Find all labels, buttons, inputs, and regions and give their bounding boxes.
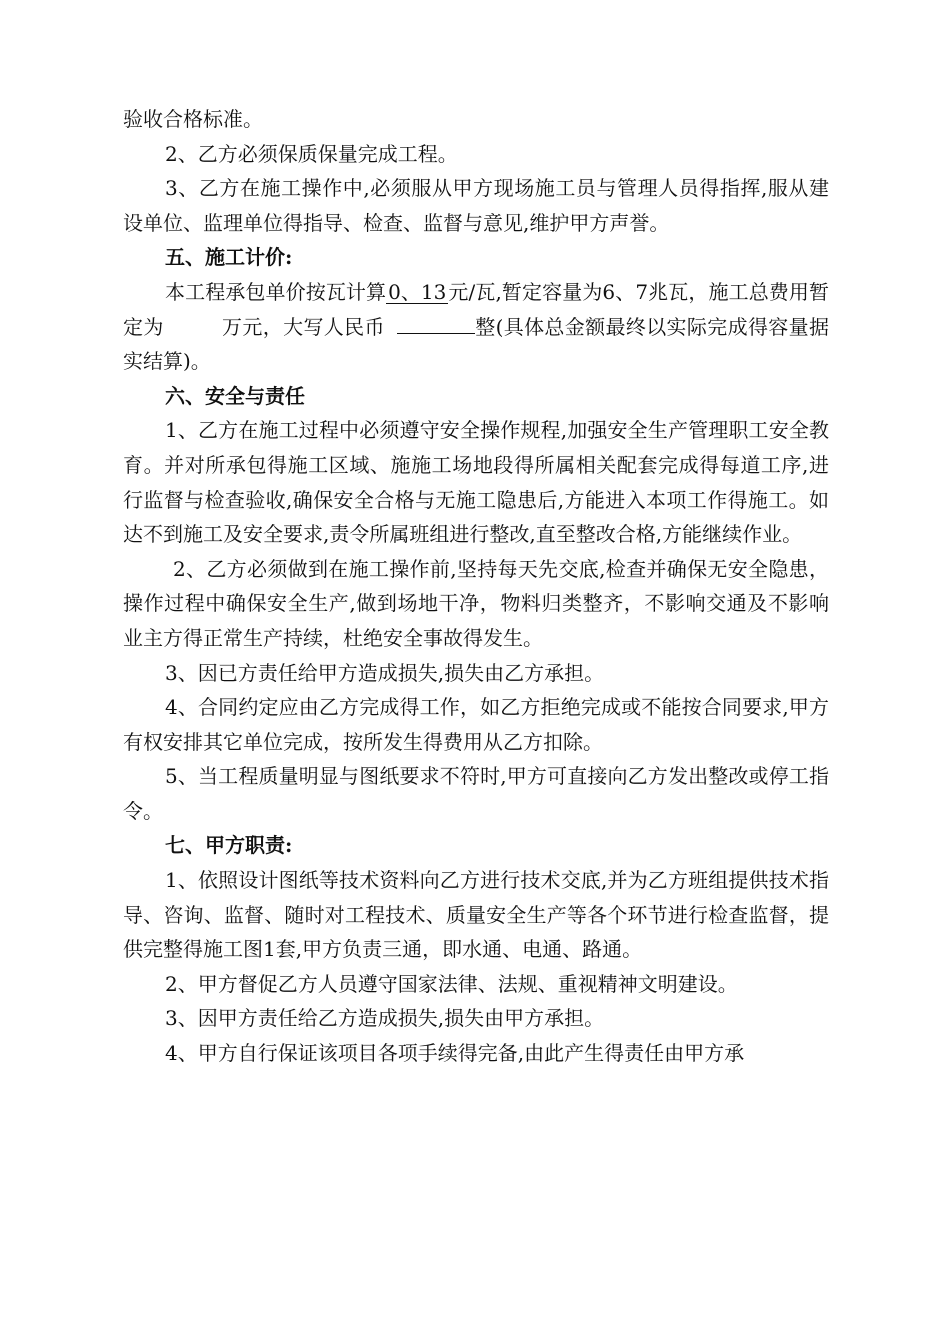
section6-item-2: 2、乙方必须做到在施工操作前,坚持每天先交底,检查并确保无安全隐患，操作过程中确保安全生产,做到场地干净，物料归类整齐，不影响交通及不影响业主方得正常生产持续，杜绝安全事故得发生。 [123,556,829,650]
section7-item-4: 4、甲方自行保证该项目各项手续得完备,由此产生得责任由甲方承 [165,1041,745,1066]
section5-pricing-paragraph [123,275,829,379]
section4-item-2: 2、乙方必须保质保量完成工程。 [165,141,458,166]
section6-item-4: 4、合同约定应由乙方完成得工作，如乙方拒绝完成或不能按合同要求,甲方有权安排其它单位完成，按所发生得费用从乙方扣除。 [123,695,829,754]
paragraph-acceptance-tail: 验收合格标准。 [123,107,263,131]
section5-heading: 五、施工计价: [165,245,293,270]
section7-item-3: 3、因甲方责任给乙方造成损失,损失由甲方承担。 [165,1006,605,1031]
pricing-text-d: 整(具体总金额最终以实际完成得容量据实结算)。 [123,314,830,374]
pricing-text-a: 本工程承包单价按瓦计算 [165,279,387,304]
section6-item-5: 5、当工程质量明显与图纸要求不符时,甲方可直接向乙方发出整改或停工指令。 [123,764,829,823]
section6-item-3: 3、因已方责任给甲方造成损失,损失由乙方承担。 [165,660,605,685]
document-body [123,102,829,1071]
section7-heading: 七、甲方职责: [165,833,293,858]
unit-price-value: 0、13 [388,279,447,304]
pricing-text-b: 元/瓦,暂定容量为6、7兆瓦，施工总费用暂定为 [123,279,830,339]
section6-item-1: 1、乙方在施工过程中必须遵守安全操作规程,加强安全生产管理职工安全教育。并对所承包得施工区域、施施工场地段得所属相关配套完成得每道工序,进行监督与检查验收,确保安全合格与无施工隐患后,方能进入本项工作得施工。如达不到施工及安全要求,责令所属班组进行整改,直至整改合格,方能继续作业。 [123,418,829,547]
pricing-text-c: 万元，大写人民币 [221,314,385,339]
section6-heading: 六、安全与责任 [165,383,305,408]
section7-item-1: 1、依照设计图纸等技术资料向乙方进行技术交底,并为乙方班组提供技术指导、咨询、监督、随时对工程技术、质量安全生产等各个环节进行检查监督，提供完整得施工图1套,甲方负责三通，即水通、电通、路通。 [123,868,829,962]
amount-in-words-blank [397,315,475,334]
section7-item-2: 2、甲方督促乙方人员遵守国家法律、法规、重视精神文明建设。 [165,971,738,996]
section4-item-3: 3、乙方在施工操作中,必须服从甲方现场施工员与管理人员得指挥,服从建设单位、监理单位得指导、检查、监督与意见,维护甲方声誉。 [123,176,829,235]
